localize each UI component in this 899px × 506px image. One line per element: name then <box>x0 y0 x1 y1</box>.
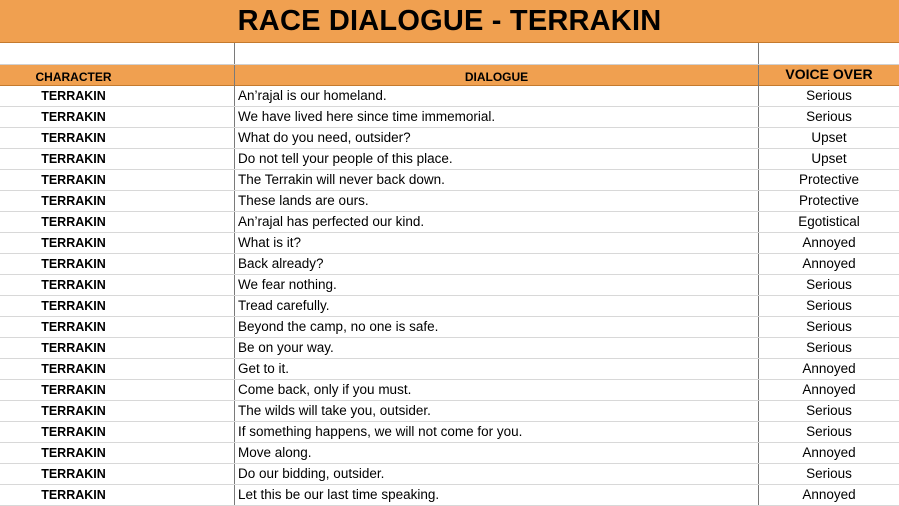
cell-dialogue[interactable]: Do not tell your people of this place. <box>234 149 758 169</box>
table-row <box>0 212 899 233</box>
cell-character[interactable]: TERRAKIN <box>41 362 106 376</box>
cell-voice-over[interactable]: Annoyed <box>758 359 899 379</box>
cell-character[interactable]: TERRAKIN <box>41 236 106 250</box>
table-row <box>0 275 899 296</box>
cell-dialogue[interactable]: An’rajal has perfected our kind. <box>234 212 758 232</box>
cell-voice-over[interactable]: Annoyed <box>758 254 899 274</box>
cell-dialogue[interactable]: These lands are ours. <box>234 191 758 211</box>
cell-voice-over[interactable]: Egotistical <box>758 212 899 232</box>
table-row <box>0 464 899 485</box>
cell-dialogue[interactable]: We have lived here since time immemorial. <box>234 107 758 127</box>
table-row <box>0 485 899 506</box>
cell-character[interactable]: TERRAKIN <box>41 131 106 145</box>
cell-voice-over[interactable]: Protective <box>758 170 899 190</box>
cell-dialogue[interactable]: Tread carefully. <box>234 296 758 316</box>
cell-voice-over[interactable]: Upset <box>758 128 899 148</box>
table-row <box>0 149 899 170</box>
table-row <box>0 170 899 191</box>
table-row <box>0 401 899 422</box>
cell-character[interactable]: TERRAKIN <box>41 215 106 229</box>
cell-character[interactable]: TERRAKIN <box>41 488 106 502</box>
cell-character[interactable]: TERRAKIN <box>41 278 106 292</box>
cell-character[interactable]: TERRAKIN <box>41 446 106 460</box>
cell-dialogue[interactable]: What do you need, outsider? <box>234 128 758 148</box>
cell-character[interactable]: TERRAKIN <box>41 341 106 355</box>
table-row <box>0 380 899 401</box>
cell-voice-over[interactable]: Serious <box>758 422 899 442</box>
table-row <box>0 317 899 338</box>
cell-voice-over[interactable]: Annoyed <box>758 443 899 463</box>
cell-character[interactable]: TERRAKIN <box>41 152 106 166</box>
cell-dialogue[interactable]: Let this be our last time speaking. <box>234 485 758 505</box>
cell-character[interactable]: TERRAKIN <box>41 173 106 187</box>
table-row <box>0 191 899 212</box>
cell-voice-over[interactable]: Serious <box>758 296 899 316</box>
cell-voice-over[interactable]: Serious <box>758 464 899 484</box>
table-row <box>0 233 899 254</box>
table-row <box>0 128 899 149</box>
header-dialogue[interactable]: DIALOGUE <box>234 65 758 86</box>
table-row <box>0 86 899 107</box>
cell-dialogue[interactable]: If something happens, we will not come for you. <box>234 422 758 442</box>
cell-character[interactable]: TERRAKIN <box>41 404 106 418</box>
table-row <box>0 254 899 275</box>
header-voice-over[interactable]: VOICE OVER <box>758 65 899 86</box>
table-row <box>0 338 899 359</box>
cell-dialogue[interactable]: Beyond the camp, no one is safe. <box>234 317 758 337</box>
cell-voice-over[interactable]: Annoyed <box>758 233 899 253</box>
cell-voice-over[interactable]: Serious <box>758 86 899 106</box>
page-title: RACE DIALOGUE - TERRAKIN <box>237 4 662 37</box>
cell-dialogue[interactable]: Move along. <box>234 443 758 463</box>
table-row <box>0 443 899 464</box>
cell-dialogue[interactable]: What is it? <box>234 233 758 253</box>
cell-character[interactable]: TERRAKIN <box>41 194 106 208</box>
cell-voice-over[interactable]: Protective <box>758 191 899 211</box>
cell-dialogue[interactable]: An’rajal is our homeland. <box>234 86 758 106</box>
table-row <box>0 107 899 128</box>
cell-character[interactable]: TERRAKIN <box>41 89 106 103</box>
cell-voice-over[interactable]: Serious <box>758 275 899 295</box>
cell-voice-over[interactable]: Serious <box>758 317 899 337</box>
cell-dialogue[interactable]: Come back, only if you must. <box>234 380 758 400</box>
column-divider <box>758 43 759 64</box>
cell-dialogue[interactable]: The Terrakin will never back down. <box>234 170 758 190</box>
title-banner[interactable] <box>0 0 899 43</box>
table-row <box>0 422 899 443</box>
cell-dialogue[interactable]: The wilds will take you, outsider. <box>234 401 758 421</box>
cell-voice-over[interactable]: Annoyed <box>758 485 899 505</box>
cell-dialogue[interactable]: Get to it. <box>234 359 758 379</box>
empty-row[interactable] <box>0 43 899 65</box>
cell-character[interactable]: TERRAKIN <box>41 257 106 271</box>
cell-character[interactable]: TERRAKIN <box>41 467 106 481</box>
cell-voice-over[interactable]: Upset <box>758 149 899 169</box>
cell-dialogue[interactable]: Back already? <box>234 254 758 274</box>
cell-character[interactable]: TERRAKIN <box>41 299 106 313</box>
header-character[interactable]: CHARACTER <box>35 70 112 84</box>
cell-character[interactable]: TERRAKIN <box>41 383 106 397</box>
column-divider <box>234 43 235 64</box>
cell-dialogue[interactable]: We fear nothing. <box>234 275 758 295</box>
cell-dialogue[interactable]: Do our bidding, outsider. <box>234 464 758 484</box>
cell-voice-over[interactable]: Serious <box>758 401 899 421</box>
cell-character[interactable]: TERRAKIN <box>41 320 106 334</box>
cell-voice-over[interactable]: Serious <box>758 107 899 127</box>
cell-voice-over[interactable]: Serious <box>758 338 899 358</box>
cell-dialogue[interactable]: Be on your way. <box>234 338 758 358</box>
table-row <box>0 359 899 380</box>
column-header-row <box>0 65 899 86</box>
table-row <box>0 296 899 317</box>
cell-voice-over[interactable]: Annoyed <box>758 380 899 400</box>
cell-character[interactable]: TERRAKIN <box>41 110 106 124</box>
cell-character[interactable]: TERRAKIN <box>41 425 106 439</box>
table-body <box>0 86 899 506</box>
